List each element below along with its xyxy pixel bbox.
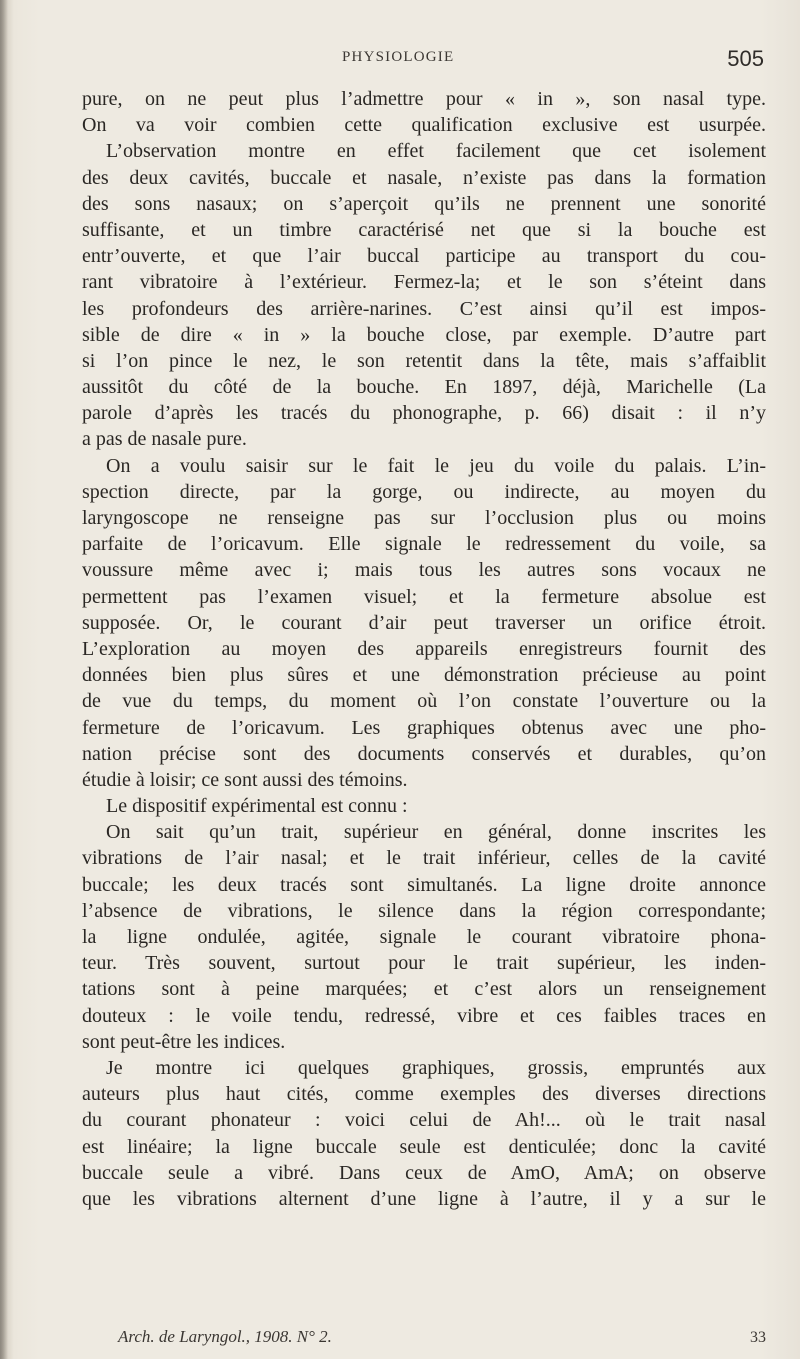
text-line: parfaite de l’oricavum. Elle signale le redressement du voile, sa [82, 533, 766, 556]
text-line: voussure même avec i; mais tous les autres sons vocaux ne [82, 559, 766, 582]
text-line: teur. Très souvent, surtout pour le trait supérieur, les inden- [82, 952, 766, 975]
text-line: Je montre ici quelques graphiques, grossis, empruntés aux [106, 1056, 766, 1079]
text-line: des sons nasaux; on s’aperçoit qu’ils ne prennent une sonorité [82, 192, 766, 215]
text-line: vibrations de l’air nasal; et le trait inférieur, celles de la cavité [82, 847, 766, 870]
text-line: de vue du temps, du moment où l’on constate l’ouverture ou la [82, 690, 766, 713]
journal-reference: Arch. de Laryngol., 1908. N° 2. [118, 1327, 332, 1346]
text-line: données bien plus sûres et une démonstration précieuse au point [82, 664, 766, 687]
text-line: L’exploration au moyen des appareils enregistreurs fournit des [82, 637, 766, 660]
text-line: est linéaire; la ligne buccale seule est denticulée; donc la cavité [82, 1135, 766, 1158]
text-line: pure, on ne peut plus l’admettre pour « in », son nasal type. [82, 88, 766, 110]
text-line: On va voir combien cette qualification exclusive est usurpée. [82, 114, 766, 137]
text-line: laryngoscope ne renseigne pas sur l’occlusion plus ou moins [82, 507, 766, 529]
text-line: On a voulu saisir sur le fait le jeu du voile du palais. L’in- [106, 454, 766, 477]
body-text [82, 86, 766, 1212]
text-line: douteux : le voile tendu, redressé, vibre et ces faibles traces en [82, 1004, 766, 1027]
text-line: du courant phonateur : voici celui de Ah!... où le trait nasal [82, 1109, 766, 1132]
text-line: sont peut-être les indices. [82, 1030, 286, 1053]
page-header [82, 46, 764, 74]
text-line: sible de dire « in » la bouche close, par exemple. D’autre part [82, 323, 766, 346]
text-line: que les vibrations alternent d’une ligne à l’autre, il y a sur le [82, 1187, 766, 1210]
text-line: auteurs plus haut cités, comme exemples des diverses directions [82, 1083, 766, 1106]
running-head: PHYSIOLOGIE [342, 49, 455, 65]
text-line: des deux cavités, buccale et nasale, n’existe pas dans la formation [82, 166, 766, 189]
text-line: rant vibratoire à l’extérieur. Fermez-la; et le son s’éteint dans [82, 271, 766, 294]
text-line: a pas de nasale pure. [82, 428, 247, 451]
text-line: parole d’après les tracés du phonographe, p. 66) disait : il n’y [82, 402, 766, 425]
text-line: aussitôt du côté de la bouche. En 1897, déjà, Marichelle (La [82, 376, 766, 399]
text-line: buccale seule a vibré. Dans ceux de AmO, AmA; on observe [82, 1161, 766, 1184]
page-footer [118, 1327, 768, 1353]
text-line: nation précise sont des documents conservés et durables, qu’on [82, 742, 766, 765]
binding-shadow [0, 0, 8, 1359]
text-line: fermeture de l’oricavum. Les graphiques obtenus avec une pho- [82, 716, 766, 739]
text-line: si l’on pince le nez, le son retentit dans la tête, mais s’affaiblit [82, 349, 766, 372]
text-line: permettent pas l’examen visuel; et la fermeture absolue est [82, 585, 766, 608]
signature-mark: 33 [750, 1329, 766, 1346]
text-line: tations sont à peine marquées; et c’est alors un renseignement [82, 978, 766, 1001]
text-line: Le dispositif expérimental est connu : [106, 795, 408, 818]
text-line: buccale; les deux tracés sont simultanés. La ligne droite annonce [82, 873, 766, 896]
text-line: la ligne ondulée, agitée, signale le courant vibratoire phona- [82, 926, 766, 948]
text-line: L’observation montre en effet facilement que cet isolement [106, 140, 766, 163]
text-line: l’absence de vibrations, le silence dans la région correspondante; [82, 899, 766, 922]
text-line: entr’ouverte, et que l’air buccal participe au transport du cou- [82, 245, 766, 268]
text-line: On sait qu’un trait, supérieur en général, donne inscrites les [106, 821, 766, 844]
text-line: les profondeurs des arrière-narines. C’est ainsi qu’il est impos- [82, 297, 766, 320]
text-line: étudie à loisir; ce sont aussi des témoins. [82, 768, 408, 791]
page-number: 505 [727, 46, 764, 71]
text-line: spection directe, par la gorge, ou indirecte, au moyen du [82, 480, 766, 503]
text-line: supposée. Or, le courant d’air peut traverser un orifice étroit. [82, 611, 766, 634]
text-line: suffisante, et un timbre caractérisé net que si la bouche est [82, 218, 766, 241]
